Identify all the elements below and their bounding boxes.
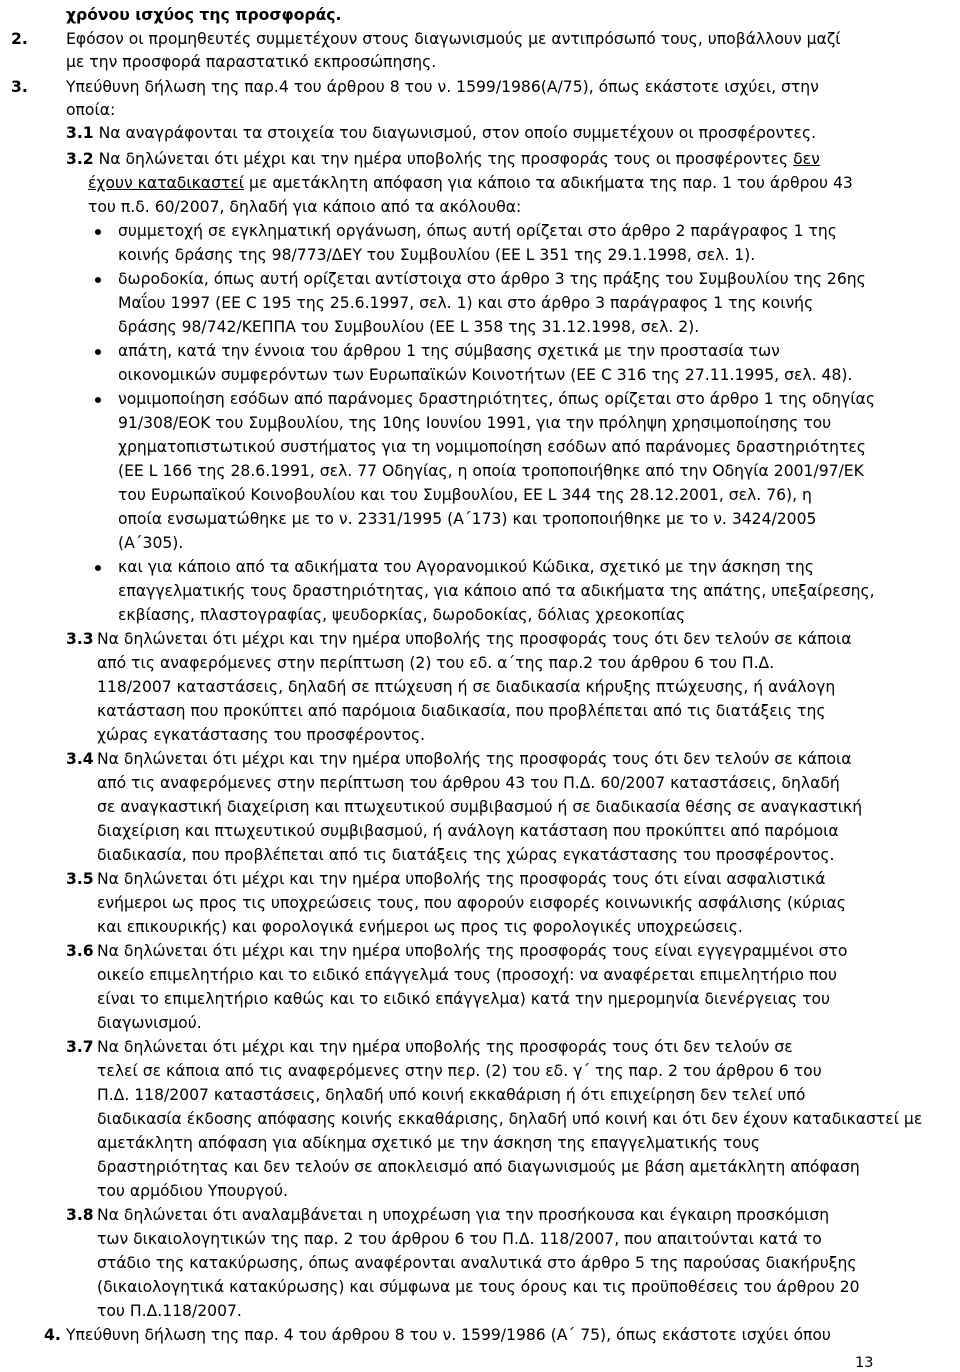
bullet-1-line-1: συμμετοχή σε εγκληματική οργάνωση, όπως αυτή ορίζεται στο άρθρο 2 παράγραφος 1 της [118,222,837,240]
section-3-7-number: 3.7 [66,1038,94,1056]
bullet-4-line-7: (Α΄305). [118,534,184,552]
item-3-line-2: οποία: [66,101,116,119]
section-3-7-line-1: Να δηλώνεται ότι μέχρι και την ημέρα υποβολής της προσφοράς τους ότι δεν τελούν σε [97,1038,793,1056]
section-3-1 [66,122,816,145]
bullet-4-line-6: οποία ενσωματώθηκε με το ν. 2331/1995 (Α΄173) και τροποποιήθηκε με το ν. 3424/2005 [118,510,817,528]
section-3-6-line-3: είναι το επιμελητήριο καθώς και το ειδικό επάγγελμα) κατά την ημερομηνία διενέργειας του [97,990,831,1008]
section-3-7-line-4: διαδικασία έκδοσης απόφασης κοινής εκκαθάρισης, δηλαδή υπό κοινή και ότι δεν έχουν καταδικαστεί με [97,1110,923,1128]
section-3-2-underlined-2: έχουν καταδικαστεί [88,174,245,192]
item-3-number: 3. [11,78,28,96]
bullet-2-dot [95,277,101,283]
section-3-5-line-2: ενήμεροι ως προς τις υποχρεώσεις τους, που αφορούν εισφορές κοινωνικής ασφάλισης (κύριας [97,894,846,912]
item-2-line-2: με την προσφορά παραστατικό εκπροσώπησης. [66,53,437,71]
section-3-1-text: Να αναγράφονται τα στοιχεία του διαγωνισμού, στον οποίο συμμετέχουν οι προσφέροντες. [98,124,817,142]
section-3-6-line-4: διαγωνισμού. [97,1014,202,1032]
section-3-6-line-2: οικείο επιμελητήριο και το ειδικό επάγγελμά τους (προσοχή: να αναφέρεται επιμελητήριο που [97,966,837,984]
page-number: 13 [855,1355,874,1371]
section-3-4-line-4: διαχείριση και πτωχευτικού συμβιβασμού, ή ανάλογη κατάσταση που προκύπτει από παρόμοια [97,822,839,840]
section-3-2-line-3: του π.δ. 60/2007, δηλαδή για κάποιο από τα ακόλουθα: [88,198,522,216]
section-3-4-line-1: Να δηλώνεται ότι μέχρι και την ημέρα υποβολής της προσφοράς τους ότι δεν τελούν σε κάποια [97,750,852,768]
bullet-2-line-2: Μαΐου 1997 (ΕΕ C 195 της 25.6.1997, σελ. 1) και στο άρθρο 3 παράγραφος 1 της κοινής [118,294,814,312]
section-3-2-line-1 [66,148,820,171]
section-3-5-number: 3.5 [66,870,94,888]
section-3-2-text-2: με αμετάκλητη απόφαση για κάποιο τα αδικήματα της παρ. 1 του άρθρου 43 [249,174,853,192]
section-3-5-line-1: Να δηλώνεται ότι μέχρι και την ημέρα υποβολής της προσφοράς τους ότι είναι ασφαλιστικά [97,870,826,888]
bullet-1-line-2: κοινής δράσης της 98/773/ΔΕΥ του Συμβουλίου (ΕΕ L 351 της 29.1.1998, σελ. 1). [118,246,756,264]
section-3-6-number: 3.6 [66,942,94,960]
section-3-2-underlined-1: δεν [793,150,820,168]
item-4-number: 4. [44,1326,61,1344]
section-3-3-line-3: 118/2007 καταστάσεις, δηλαδή σε πτώχευση ή σε διαδικασία κήρυξης πτώχευσης, ή ανάλογη [97,678,836,696]
bullet-4-line-2: 91/308/ΕΟΚ του Συμβουλίου, της 10ης Ιουνίου 1991, για την πρόληψη χρησιμοποίησης του [118,414,832,432]
section-3-3-line-4: κατάσταση που προκύπτει από παρόμοια διαδικασία, που προβλέπεται από τις διατάξεις της [97,702,826,720]
section-3-4-line-5: διαδικασία, που προβλέπεται από τις διατάξεις της χώρας εγκατάστασης του προσφέροντος. [97,846,835,864]
bullet-4-line-4: (ΕΕ L 166 της 28.6.1991, σελ. 77 Οδηγίας, η οποία τροποποιήθηκε από την Οδηγία 2001/97/ΕΚ [118,462,864,480]
bullet-5-line-2: επαγγελματικής τους δραστηριότητας, για κάποιο από τα αδικήματα της απάτης, υπεξαίρεσης, [118,582,875,600]
section-3-3-line-1: Να δηλώνεται ότι μέχρι και την ημέρα υποβολής της προσφοράς τους ότι δεν τελούν σε κάποια [97,630,852,648]
item-2-line-1: Εφόσον οι προμηθευτές συμμετέχουν στους διαγωνισμούς με αντιπρόσωπό τους, υποβάλλουν μαζί [66,30,841,48]
section-3-8-line-4: (δικαιολογητικά κατακύρωσης) και σύμφωνα με τους όρους και τις προϋποθέσεις του άρθρου 20 [97,1278,860,1296]
section-3-2-number-bold: 3. [66,150,83,168]
section-3-7-line-6: δραστηριότητας και δεν τελούν σε αποκλεισμό από διαγωνισμούς με βάση αμετάκλητη απόφαση [97,1158,860,1176]
section-3-7-line-3: Π.Δ. 118/2007 καταστάσεις, δηλαδή υπό κοινή εκκαθάριση ή ότι επιχείρηση δεν τελεί υπό [97,1086,806,1104]
bullet-1-dot [95,229,101,235]
section-3-3-line-5: χώρας εγκατάστασης του προσφέροντος. [97,726,426,744]
section-3-4-number: 3.4 [66,750,94,768]
section-3-8-line-2: των δικαιολογητικών της παρ. 2 του άρθρου 6 του Π.Δ. 118/2007, που απαιτούνται κατά το [97,1230,822,1248]
bullet-4-dot [95,397,101,403]
section-3-1-number-bold: 3. [66,124,83,142]
section-3-7-line-2: τελεί σε κάποια από τις αναφερόμενες στην περ. (2) του εδ. γ΄ της παρ. 2 του άρθρου 6 του [97,1062,822,1080]
section-3-6-line-1: Να δηλώνεται ότι μέχρι και την ημέρα υποβολής της προσφοράς τους είναι εγγεγραμμένοι στο [97,942,848,960]
intro-line: χρόνου ισχύος της προσφοράς. [66,6,342,24]
section-3-4-line-2: από τις αναφερόμενες στην περίπτωση του άρθρου 43 του Π.Δ. 60/2007 καταστάσεις, δηλαδή [97,774,840,792]
section-3-4-line-3: σε αναγκαστική διαχείριση και πτωχευτικού συμβιβασμού ή σε διαδικασία θέσης σε αναγκαστική [97,798,863,816]
item-4-line: Υπεύθυνη δήλωση της παρ. 4 του άρθρου 8 του ν. 1599/1986 (Α΄ 75), όπως εκάστοτε ισχύει όπου [66,1326,831,1344]
section-3-5-line-3: και επικουρικής) και φορολογικά ενήμεροι ως προς τις φορολογικές υποχρεώσεις. [97,918,743,936]
section-3-7-line-7: του αρμόδιου Υπουργού. [97,1182,289,1200]
item-3-line-1: Υπεύθυνη δήλωση της παρ.4 του άρθρου 8 του ν. 1599/1986(Α/75), όπως εκάστοτε ισχύει, στην [66,78,819,96]
bullet-5-line-3: εκβίασης, πλαστογραφίας, ψευδορκίας, δωροδοκίας, δόλιας χρεοκοπίας [118,606,686,624]
bullet-5-dot [95,565,101,571]
section-3-8-line-1: Να δηλώνεται ότι αναλαμβάνεται η υποχρέωση για την προσήκουσα και έγκαιρη προσκόμιση [97,1206,830,1224]
section-3-2-text-1: Να δηλώνεται ότι μέχρι και την ημέρα υποβολής της προσφοράς τους οι προσφέροντες [98,150,789,168]
item-2-number: 2. [11,30,28,48]
section-3-3-number: 3.3 [66,630,94,648]
bullet-5-line-1: και για κάποιο από τα αδικήματα του Αγορανομικού Κώδικα, σχετικό με την άσκηση της [118,558,814,576]
section-3-8-number: 3.8 [66,1206,94,1224]
bullet-2-line-1: δωροδοκία, όπως αυτή ορίζεται αντίστοιχα στο άρθρο 3 της πράξης του Συμβουλίου της 26ης [118,270,866,288]
bullet-4-line-1: νομιμοποίηση εσόδων από παράνομες δραστηριότητες, όπως ορίζεται στο άρθρο 1 της οδηγίας [118,390,875,408]
section-3-7-line-5: αμετάκλητη απόφαση για αδίκημα σχετικό με την άσκηση της επαγγελματικής τους [97,1134,761,1152]
section-3-8-line-3: στάδιο της κατακύρωσης, όπως αναφέρονται αναλυτικά στο άρθρο 5 της παρούσας διακήρυξης [97,1254,857,1272]
bullet-4-line-3: χρηματοπιστωτικού συστήματος για τη νομιμοποίηση εσόδων από παράνομες δραστηριότητες [118,438,866,456]
bullet-3-line-1: απάτη, κατά την έννοια του άρθρου 1 της σύμβασης σχετικά με την προστασία των [118,342,780,360]
bullet-2-line-3: δράσης 98/742/ΚΕΠΠΑ του Συμβουλίου (ΕΕ L 358 της 31.12.1998, σελ. 2). [118,318,700,336]
section-3-3-line-2: από τις αναφερόμενες στην περίπτωση (2) του εδ. α΄της παρ.2 του άρθρου 6 του Π.Δ. [97,654,775,672]
bullet-3-line-2: οικονομικών συμφερόντων των Ευρωπαϊκών Κοινοτήτων (ΕΕ C 316 της 27.11.1995, σελ. 48). [118,366,853,384]
bullet-4-line-5: του Ευρωπαϊκού Κοινοβουλίου και του Συμβουλίου, ΕΕ L 344 της 28.12.2001, σελ. 76), η [118,486,812,504]
section-3-2-line-2 [88,172,853,195]
bullet-3-dot [95,349,101,355]
section-3-1-number-rest: 1 [82,124,94,142]
section-3-2-number-rest: 2 [82,150,94,168]
section-3-8-line-5: του Π.Δ.118/2007. [97,1302,242,1320]
